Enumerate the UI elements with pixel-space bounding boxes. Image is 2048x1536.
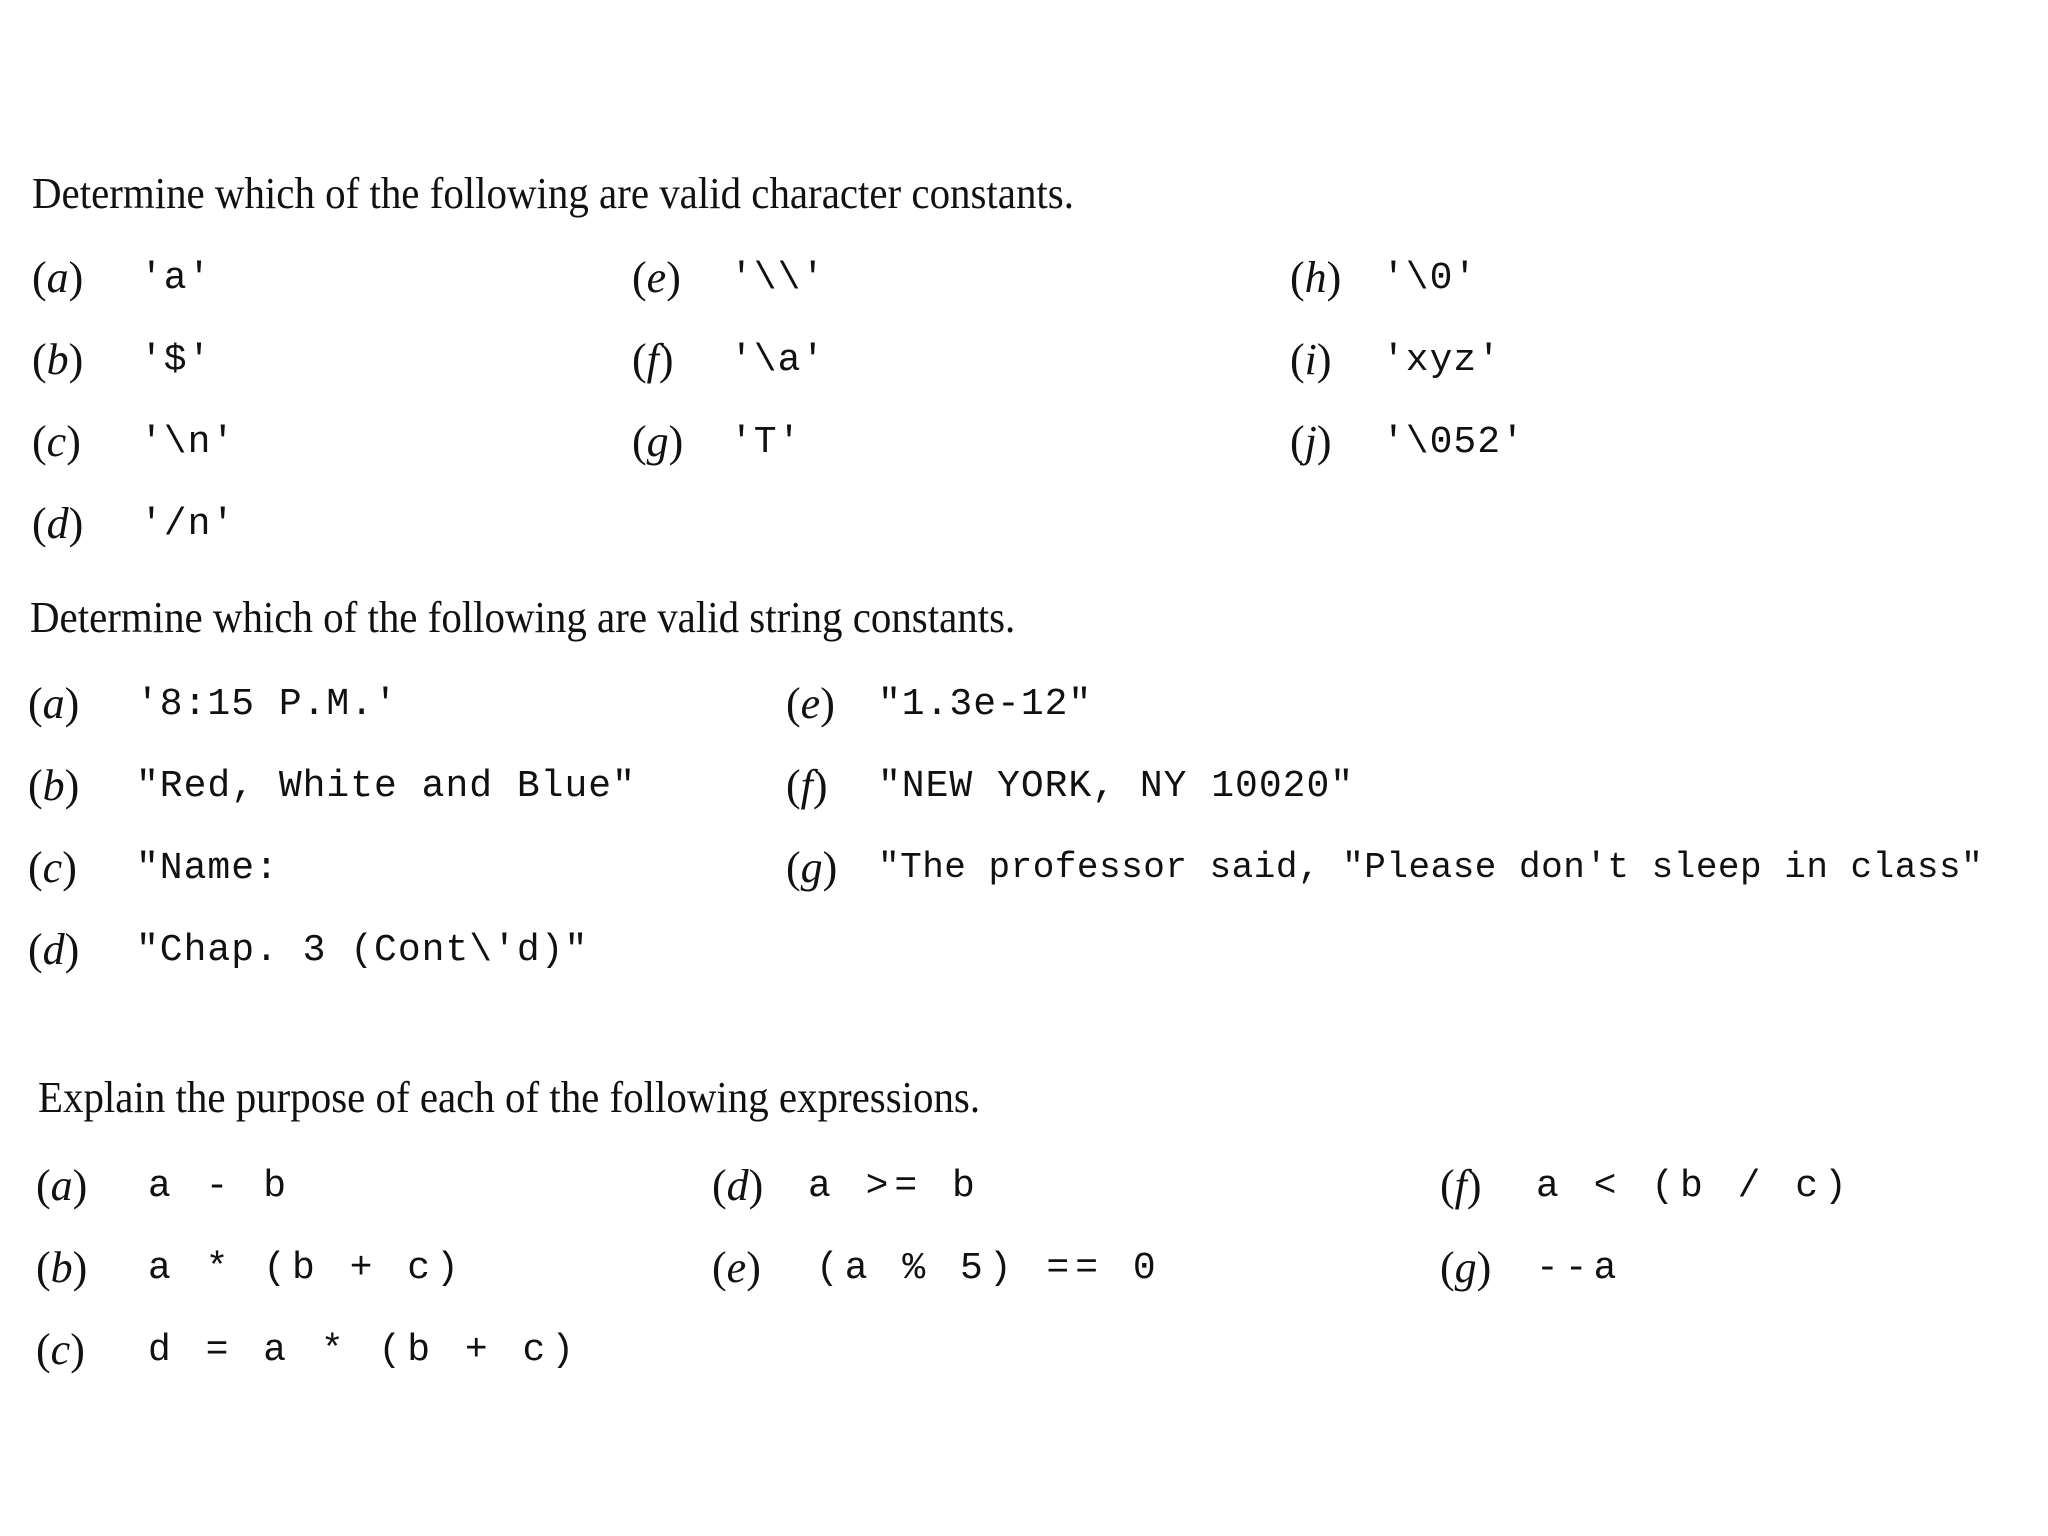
q1-item-g-label: (g) — [632, 417, 684, 466]
question-2-prompt: Determine which of the following are valid string constants. — [30, 593, 1016, 642]
q3-item-c-label: (c) — [36, 1325, 85, 1374]
q1-item-b-code: '$' — [140, 339, 212, 382]
q3-item-e-label: (e) — [712, 1243, 761, 1292]
q1-item-a-label: (a) — [32, 253, 84, 302]
q3-item-b-code: a * (b + c) — [148, 1247, 465, 1290]
q1-item-b-label: (b) — [32, 335, 84, 384]
q1-item-g-code: 'T' — [730, 421, 802, 464]
q3-item-g-code: --a — [1536, 1247, 1623, 1290]
q2-item-c-label: (c) — [28, 843, 77, 892]
q1-item-h-code: '\0' — [1382, 257, 1478, 300]
q1-item-d-label: (d) — [32, 499, 84, 548]
q3-item-a-label: (a) — [36, 1161, 88, 1210]
q2-item-a-code: '8:15 P.M.' — [136, 683, 398, 726]
question-3-prompt: Explain the purpose of each of the following expressions. — [38, 1073, 981, 1122]
q3-item-a-code: a - b — [148, 1165, 293, 1208]
q1-item-e-code: '\\' — [730, 257, 826, 300]
q3-item-e-code: (a % 5) == 0 — [816, 1247, 1162, 1290]
q2-item-a-label: (a) — [28, 679, 80, 728]
q2-item-g-label: (g) — [786, 843, 838, 892]
q2-item-c-code: "Name: — [136, 847, 279, 890]
q3-item-d-code: a >= b — [808, 1165, 981, 1208]
q2-item-d-code: "Chap. 3 (Cont\'d)" — [136, 929, 589, 972]
q1-item-d-code: '/n' — [140, 503, 236, 546]
q1-item-c-code: '\n' — [140, 421, 236, 464]
q3-item-f-label: (f) — [1440, 1161, 1482, 1210]
q1-item-j-label: (j) — [1290, 417, 1332, 466]
q2-item-f-code: "NEW YORK, NY 10020" — [878, 765, 1355, 808]
q1-item-h-label: (h) — [1290, 253, 1342, 302]
q2-item-e-code: "1.3e-12" — [878, 683, 1093, 726]
q3-item-b-label: (b) — [36, 1243, 88, 1292]
q1-item-i-code: 'xyz' — [1382, 339, 1502, 382]
q1-item-e-label: (e) — [632, 253, 681, 302]
q1-item-a-code: 'a' — [140, 257, 212, 300]
q3-item-d-label: (d) — [712, 1161, 764, 1210]
q2-item-d-label: (d) — [28, 925, 80, 974]
question-1-prompt: Determine which of the following are valid character constants. — [32, 169, 1074, 218]
q3-item-f-code: a < (b / c) — [1536, 1165, 1853, 1208]
q1-item-f-code: '\a' — [730, 339, 826, 382]
q3-item-g-label: (g) — [1440, 1243, 1492, 1292]
q2-item-b-label: (b) — [28, 761, 80, 810]
q3-item-c-code: d = a * (b + c) — [148, 1329, 581, 1372]
q2-item-g-code: "The professor said, "Please don't sleep in class" — [878, 847, 1984, 888]
q2-item-e-label: (e) — [786, 679, 835, 728]
q1-item-c-label: (c) — [32, 417, 81, 466]
q2-item-f-label: (f) — [786, 761, 828, 810]
q1-item-i-label: (i) — [1290, 335, 1332, 384]
q1-item-j-code: '\052' — [1382, 421, 1525, 464]
q1-item-f-label: (f) — [632, 335, 674, 384]
q2-item-b-code: "Red, White and Blue" — [136, 765, 636, 808]
